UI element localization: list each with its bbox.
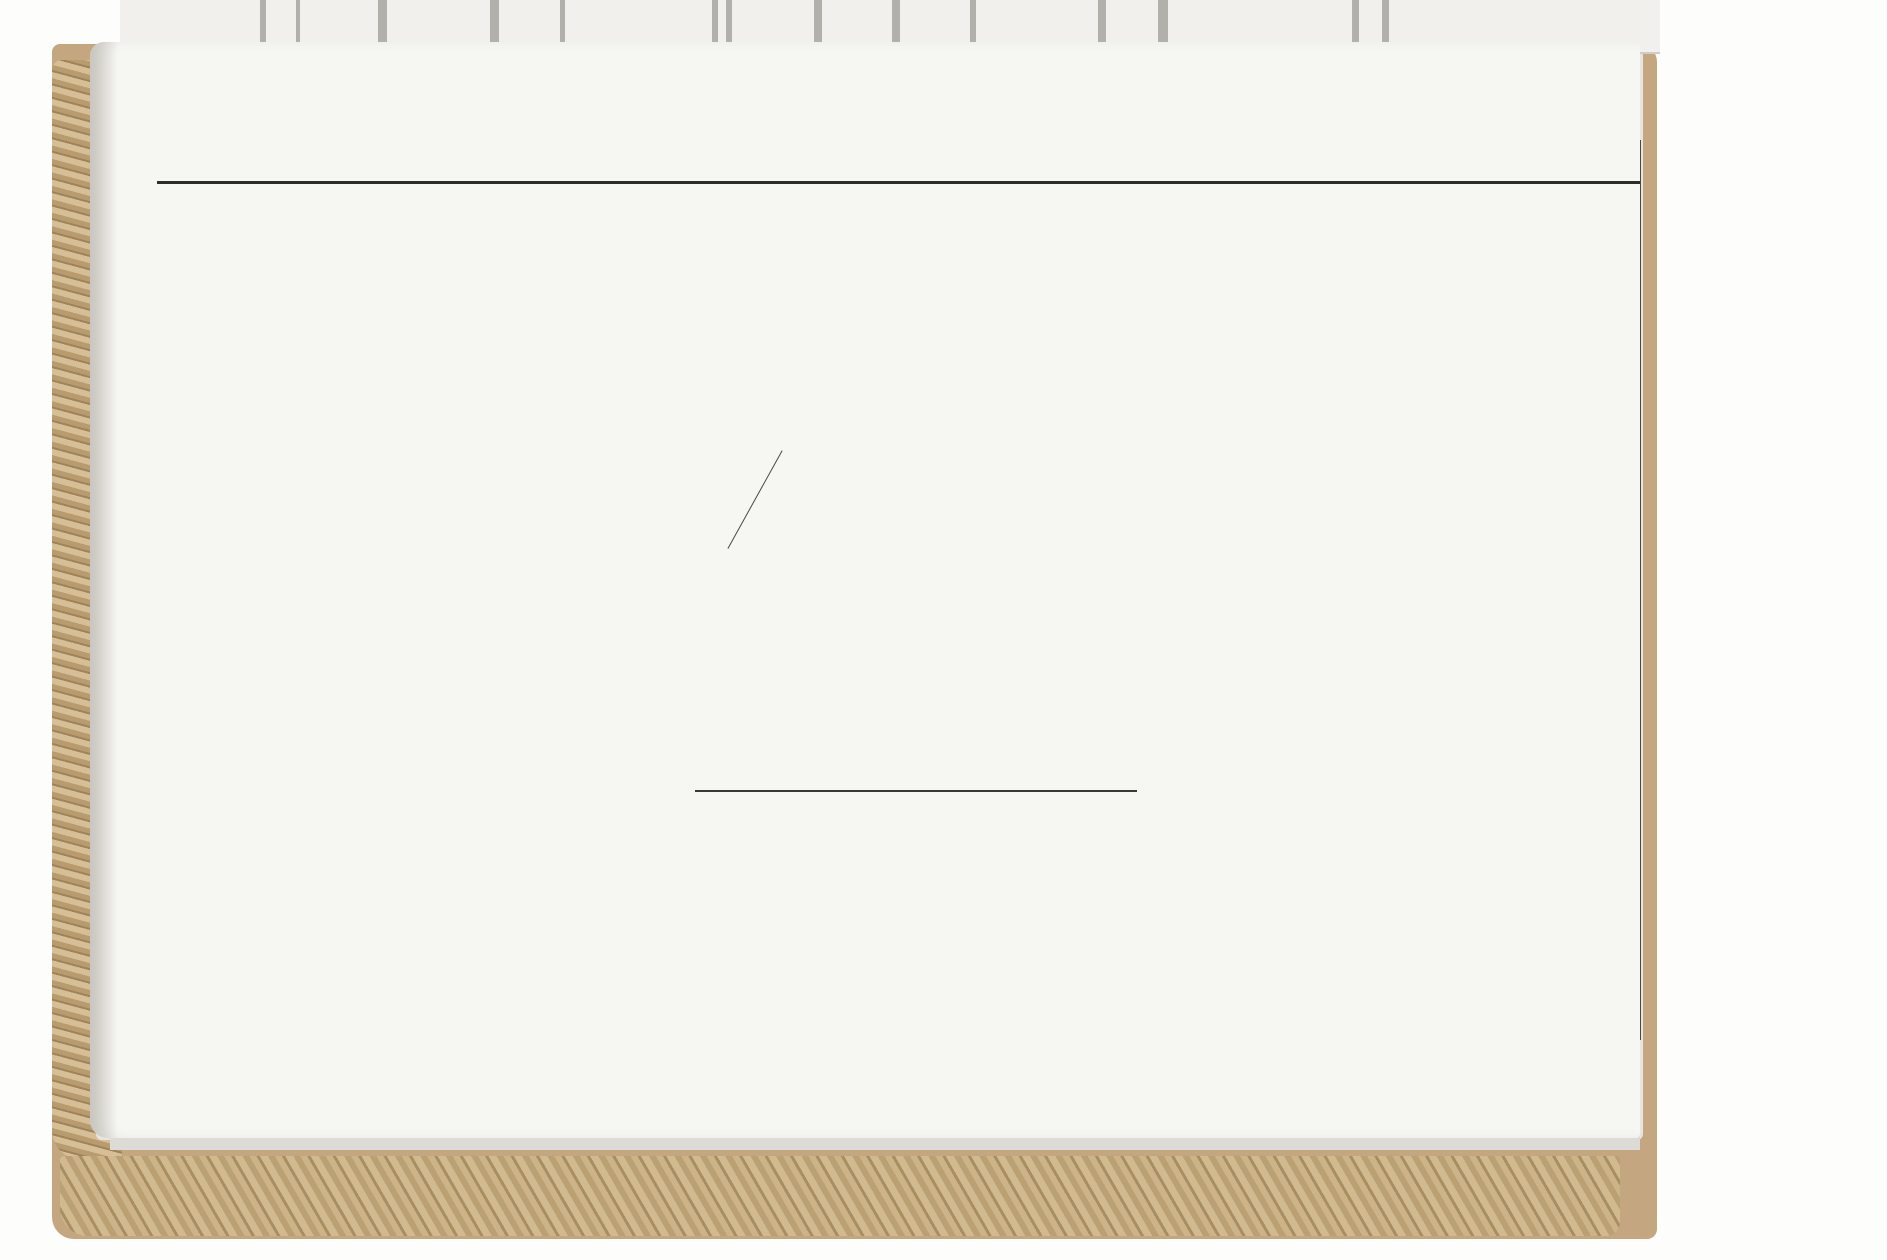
- cover-marbled-edge-bottom: [60, 1156, 1620, 1236]
- right-margin-rule: [1640, 140, 1641, 1040]
- footnote-rule: [695, 790, 1137, 792]
- page: [90, 42, 1640, 1138]
- title-rule: [157, 181, 1640, 184]
- gutter-shadow: [90, 42, 118, 1138]
